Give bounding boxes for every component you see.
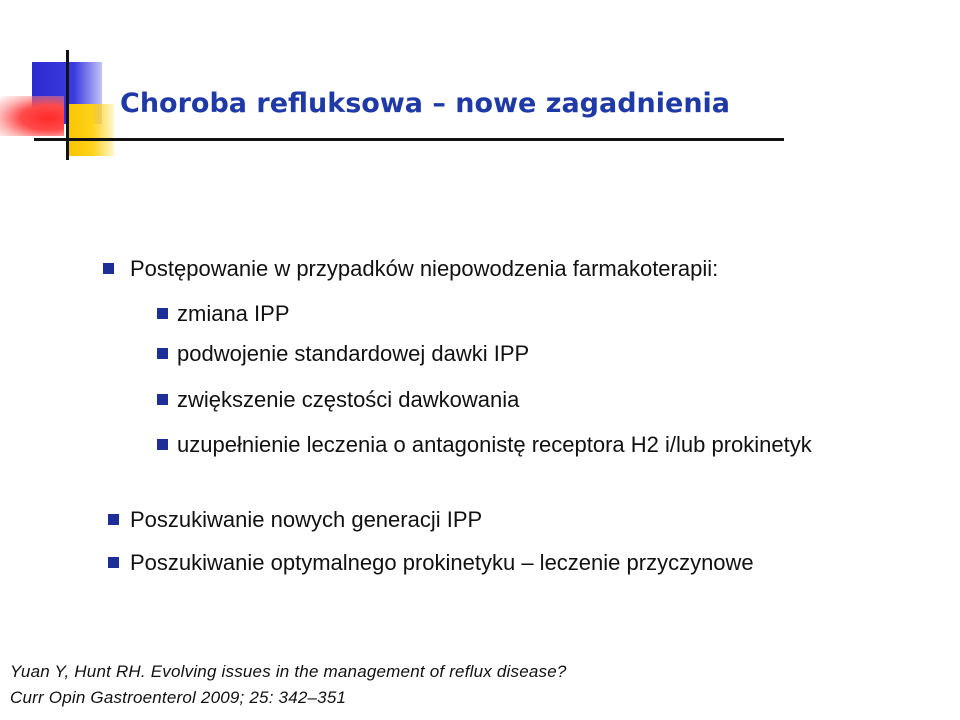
- decorative-vertical-line: [66, 50, 69, 160]
- sub-bullet-item: podwojenie standardowej dawki IPP: [177, 341, 530, 366]
- sub-bullet-item: uzupełnienie leczenia o antagonistę receptora H2 i/lub prokinetyk: [177, 432, 812, 457]
- sub-bullet-item: zmiana IPP: [177, 301, 290, 326]
- title-underline: [34, 138, 784, 141]
- bullet-square-icon: [103, 263, 114, 274]
- decorative-yellow-square: [66, 104, 114, 156]
- bullet-square-icon: [157, 348, 168, 359]
- decorative-red-glow: [0, 96, 64, 136]
- bullet-square-icon: [157, 308, 168, 319]
- sub-bullet-item: zwiększenie częstości dawkowania: [177, 387, 520, 412]
- bullet-square-icon: [108, 557, 119, 568]
- bullet-square-icon: [157, 394, 168, 405]
- bullet-item: Postępowanie w przypadków niepowodzenia farmakoterapii:: [130, 256, 719, 281]
- bullet-item: Poszukiwanie nowych generacji IPP: [130, 507, 483, 532]
- bullet-item: Poszukiwanie optymalnego prokinetyku – leczenie przyczynowe: [130, 550, 754, 575]
- slide-title: Choroba refluksowa – nowe zagadnienia: [120, 88, 731, 119]
- citation-line-1: Yuan Y, Hunt RH. Evolving issues in the management of reflux disease?: [10, 662, 567, 681]
- citation-line-2: Curr Opin Gastroenterol 2009; 25: 342–351: [10, 688, 347, 707]
- bullet-square-icon: [157, 439, 168, 450]
- bullet-square-icon: [108, 514, 119, 525]
